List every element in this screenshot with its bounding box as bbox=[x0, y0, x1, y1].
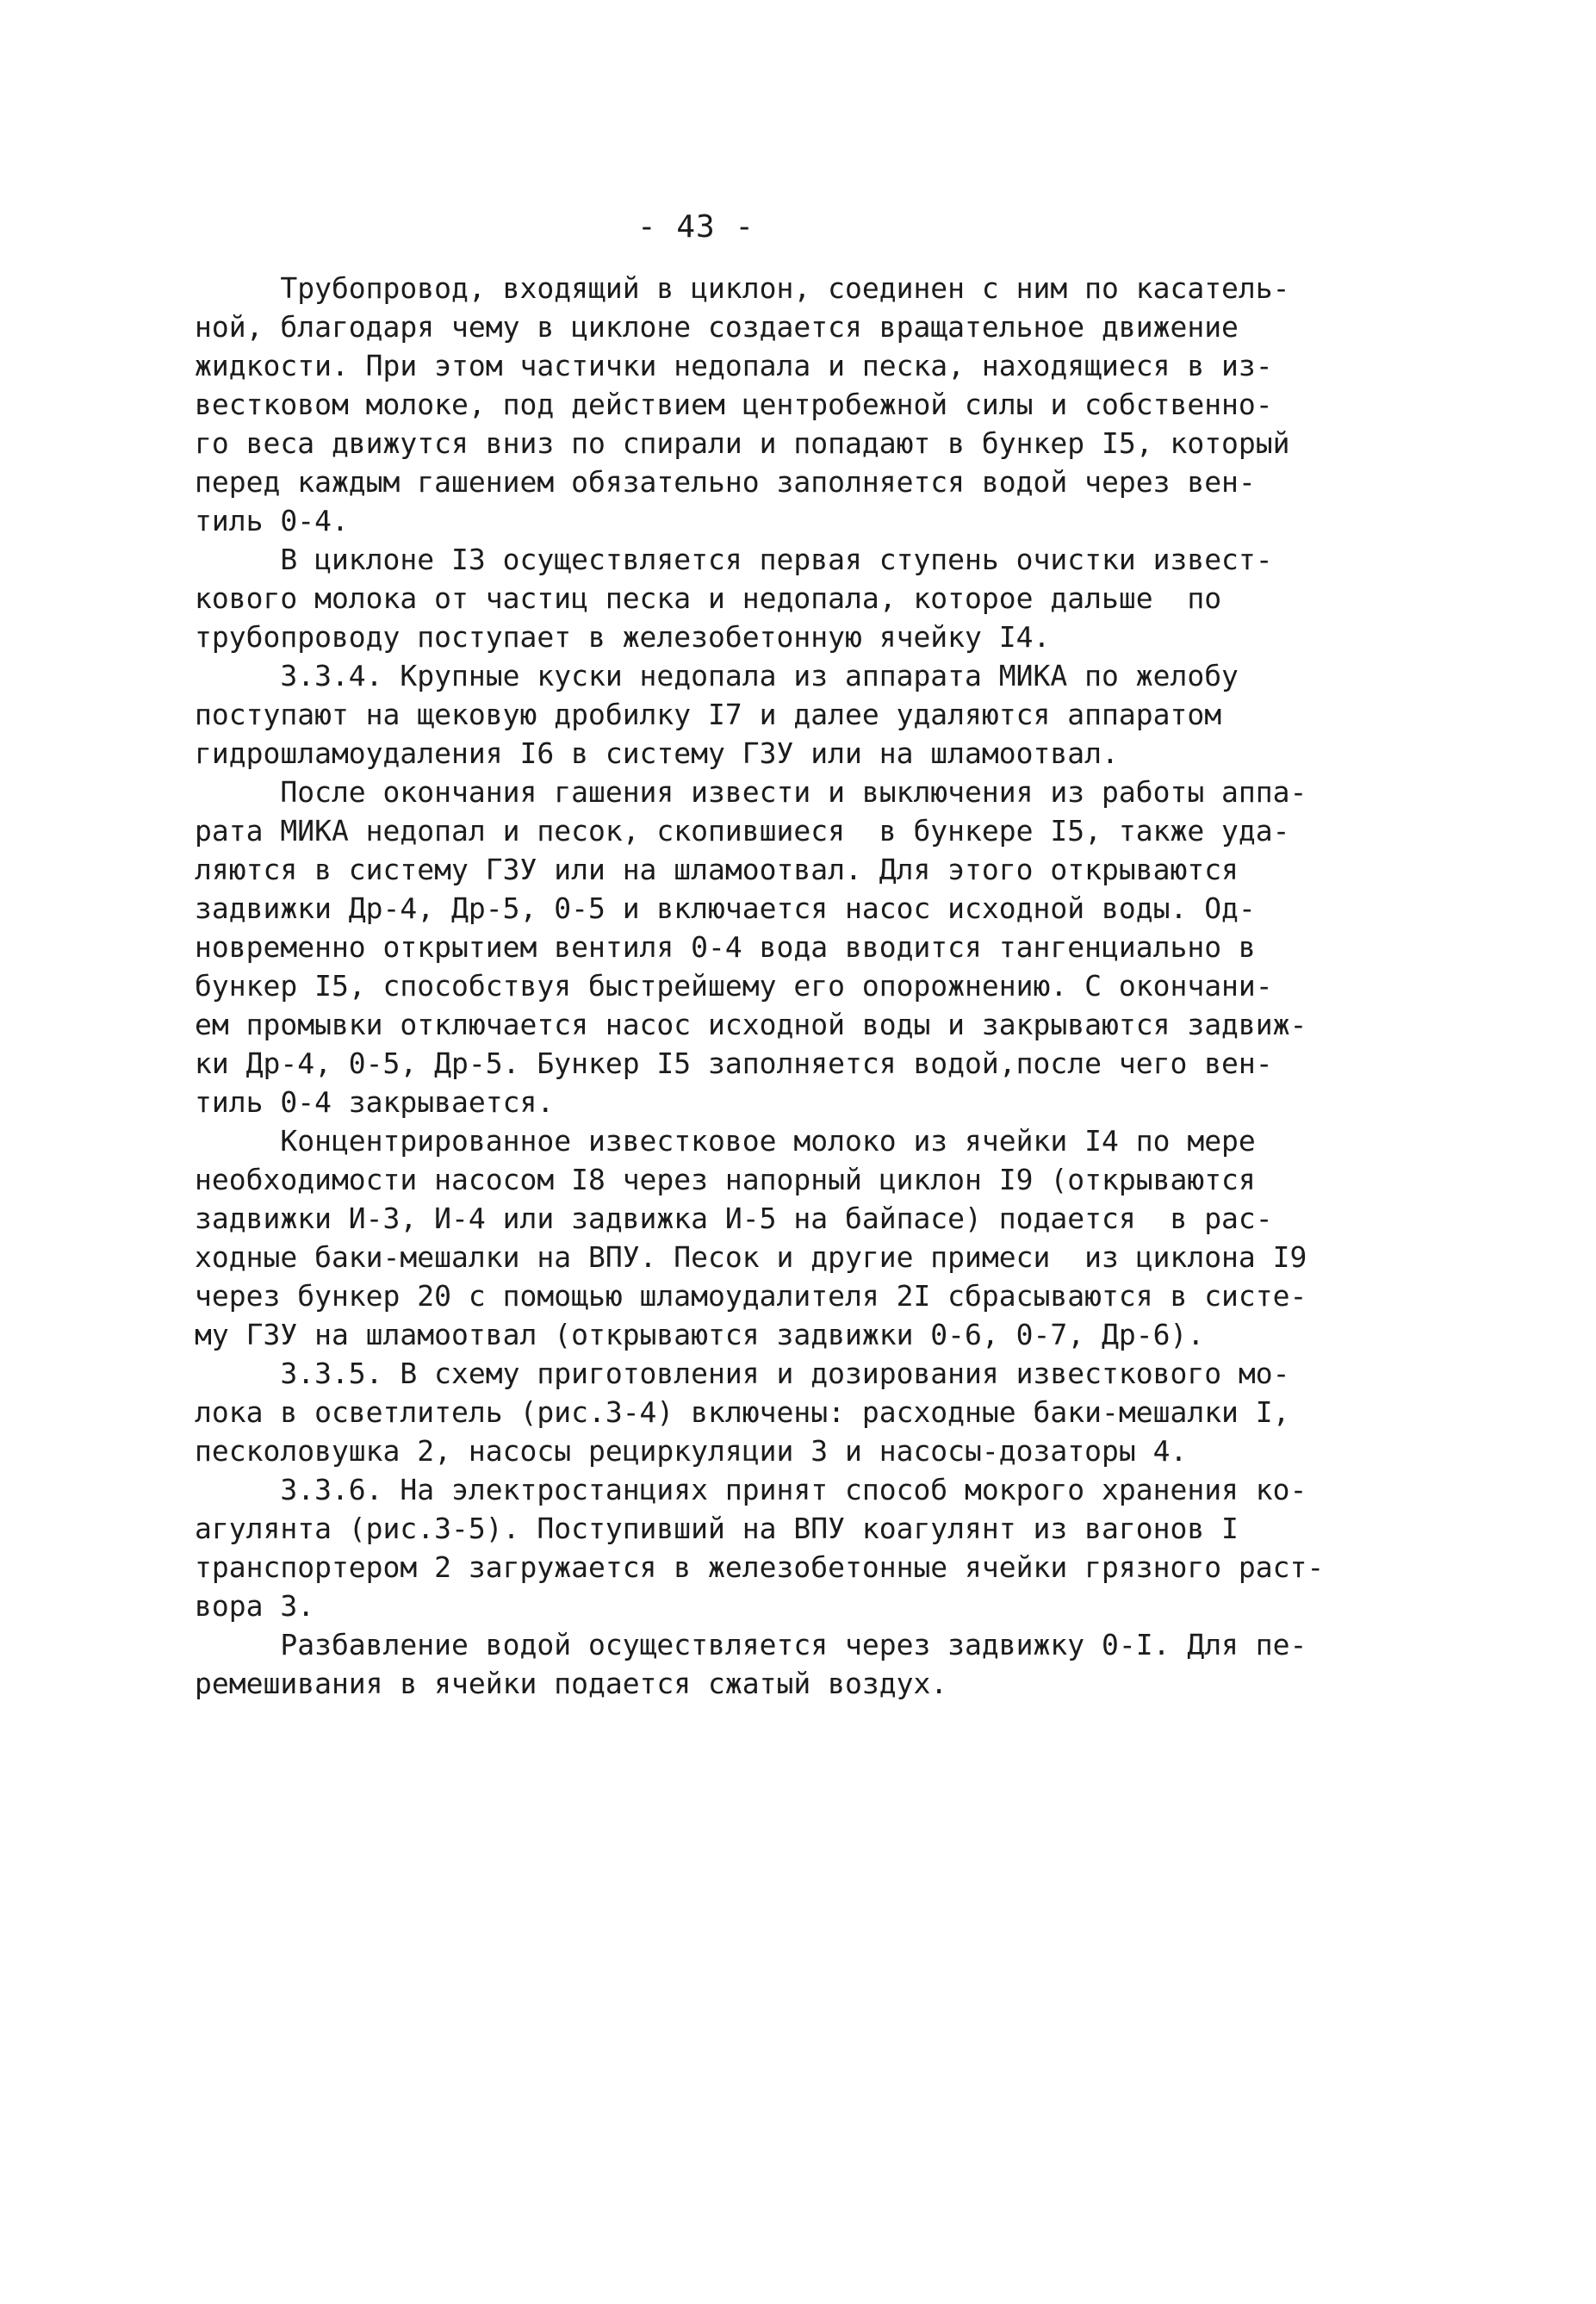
text-line: ремешивания в ячейки подается сжатый воздух. bbox=[195, 1667, 948, 1700]
text-line: перед каждым гашением обязательно заполняется водой через вен- bbox=[195, 465, 1256, 499]
text-line: вестковом молоке, под действием центробежной силы и собственно- bbox=[195, 388, 1273, 421]
text-line: тиль 0-4 закрывается. bbox=[195, 1085, 555, 1119]
text-line: песколовушка 2, насосы рециркуляции 3 и насосы-дозаторы 4. bbox=[195, 1434, 1188, 1468]
text-line: жидкости. При этом частички недопала и песка, находящиеся в из- bbox=[195, 349, 1273, 382]
text-line: лока в осветлитель (рис.3-4) включены: расходные баки-мешалки I, bbox=[195, 1395, 1290, 1429]
text-line: 3.3.4. Крупные куски недопала из аппарата МИКА по желобу bbox=[195, 659, 1239, 692]
text-line: Разбавление водой осуществляется через задвижку 0-I. Для пе- bbox=[195, 1628, 1307, 1661]
text-line: агулянта (рис.3-5). Поступивший на ВПУ коагулянт из вагонов I bbox=[195, 1512, 1239, 1545]
text-line: ходные баки-мешалки на ВПУ. Песок и другие примеси из циклона I9 bbox=[195, 1240, 1307, 1274]
text-line: го веса движутся вниз по спирали и попадают в бункер I5, который bbox=[195, 426, 1290, 460]
text-line: тиль 0-4. bbox=[195, 504, 349, 537]
text-line: кового молока от частиц песка и недопала, которое дальше по bbox=[195, 581, 1222, 615]
text-line: новременно открытием вентиля 0-4 вода вводится тангенциально в bbox=[195, 930, 1256, 964]
text-line: необходимости насосом I8 через напорный циклон I9 (открываются bbox=[195, 1163, 1256, 1196]
text-line: бункер I5, способствуя быстрейшему его опорожнению. С окончани- bbox=[195, 969, 1273, 1003]
text-line: ляются в систему ГЗУ или на шламоотвал. Для этого открываются bbox=[195, 853, 1239, 886]
text-line: ной, благодаря чему в циклоне создается вращательное движение bbox=[195, 310, 1239, 344]
text-line: рата МИКА недопал и песок, скопившиеся в бункере I5, также уда- bbox=[195, 814, 1290, 848]
text-line: ки Др-4, 0-5, Др-5. Бункер I5 заполняется водой,после чего вен- bbox=[195, 1046, 1273, 1080]
text-line: трубопроводу поступает в железобетонную ячейку I4. bbox=[195, 620, 1051, 654]
text-line: После окончания гашения извести и выключения из работы аппа- bbox=[195, 775, 1307, 809]
page-number: - 43 - bbox=[637, 209, 755, 245]
text-line: задвижки Др-4, Др-5, 0-5 и включается насос исходной воды. Од- bbox=[195, 891, 1256, 925]
text-line: транспортером 2 загружается в железобетонные ячейки грязного раст- bbox=[195, 1550, 1325, 1584]
text-line: му ГЗУ на шламоотвал (открываются задвижки 0-6, 0-7, Др-6). bbox=[195, 1318, 1205, 1351]
text-line: через бункер 20 с помощью шламоудалителя 2I сбрасываются в систе- bbox=[195, 1279, 1307, 1313]
text-line: вора 3. bbox=[195, 1589, 315, 1623]
text-line: 3.3.6. На электростанциях принят способ мокрого хранения ко- bbox=[195, 1473, 1307, 1506]
text-line: 3.3.5. В схему приготовления и дозирования известкового мо- bbox=[195, 1357, 1290, 1390]
text-line: Трубопровод, входящий в циклон, соединен с ним по касатель- bbox=[195, 271, 1290, 305]
text-line: ем промывки отключается насос исходной воды и закрываются задвиж- bbox=[195, 1008, 1307, 1041]
text-line: задвижки И-3, И-4 или задвижка И-5 на байпасе) подается в рас- bbox=[195, 1202, 1273, 1235]
text-line: поступают на щековую дробилку I7 и далее удаляются аппаратом bbox=[195, 698, 1222, 731]
text-line: В циклоне I3 осуществляется первая ступень очистки извест- bbox=[195, 543, 1273, 576]
text-line: гидрошламоудаления I6 в систему ГЗУ или на шламоотвал. bbox=[195, 736, 1119, 770]
text-line: Концентрированное известковое молоко из ячейки I4 по мере bbox=[195, 1124, 1256, 1158]
